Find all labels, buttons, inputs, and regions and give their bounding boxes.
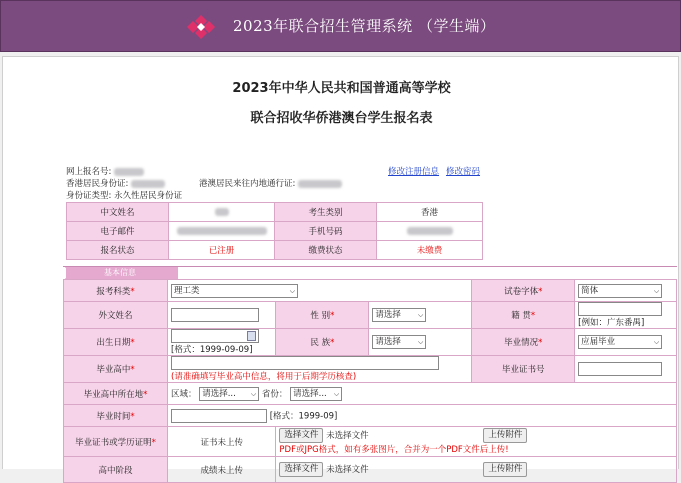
system-title: 2023年联合招生管理系统 （学生端） xyxy=(233,17,496,35)
exam-type-label: 考生类别 xyxy=(275,203,377,222)
calendar-icon[interactable] xyxy=(247,331,256,341)
chevron-down-icon: ⌵ xyxy=(418,338,424,346)
chevron-down-icon: ⌵ xyxy=(653,338,660,346)
origin-hint: [例如：广东番禺] xyxy=(578,318,645,328)
fee-label: 缴费状态 xyxy=(275,241,377,260)
no-file-text: 未选择文件 xyxy=(326,465,369,475)
province-select[interactable]: 请选择... ⌵ xyxy=(290,387,342,401)
name-value xyxy=(169,203,275,222)
ethnicity-select[interactable]: 请选择 ⌵ xyxy=(372,335,426,349)
subject-label: 报考科类* xyxy=(64,280,168,302)
fee-value: 未缴费 xyxy=(377,241,483,260)
foreign-name-label: 外文姓名 xyxy=(64,302,168,329)
grad-time-label: 毕业时间* xyxy=(64,405,168,427)
no-file-text: 未选择文件 xyxy=(326,431,369,441)
cert-no-input[interactable] xyxy=(578,362,662,376)
ethnicity-label: 民 族* xyxy=(276,329,369,356)
subject-cell xyxy=(168,280,472,302)
exam-type-value: 香港 xyxy=(377,203,483,222)
ethnicity-cell xyxy=(369,329,472,356)
chevron-down-icon: ⌵ xyxy=(289,286,295,295)
email-value xyxy=(169,222,275,241)
dob-label: 出生日期* xyxy=(64,329,168,356)
upload-button[interactable]: 上传附件 xyxy=(483,428,527,443)
hs-hint: (请准确填写毕业高中信息，将用于后期学历核查) xyxy=(171,372,357,382)
dob-cell xyxy=(168,329,276,356)
grad-status-select[interactable]: 应届毕业 ⌵ xyxy=(578,335,662,349)
grad-status-label: 毕业情况* xyxy=(472,329,575,356)
section-tab-basic-info[interactable]: 基本信息 xyxy=(66,267,178,279)
summary-table xyxy=(66,202,483,260)
hk-id: 香港居民身份证: xyxy=(66,177,165,189)
phone-value xyxy=(377,222,483,241)
region-prefix: 区域： xyxy=(171,389,197,399)
permit-no: 港澳居民来往内地通行证: xyxy=(199,177,342,189)
hs-stage-label: 高中阶段 xyxy=(64,457,168,483)
font-label: 试卷字体* xyxy=(472,280,575,302)
online-no: 网上报名号: xyxy=(66,165,144,177)
font-select[interactable]: 简体 ⌵ xyxy=(578,284,662,298)
cert-upload-label: 毕业证书或学历证明* xyxy=(64,427,168,457)
chevron-down-icon: ⌵ xyxy=(653,286,660,295)
origin-label: 籍 贯* xyxy=(472,302,575,329)
dob-input[interactable] xyxy=(171,329,259,343)
status-label: 报名状态 xyxy=(67,241,169,260)
foreign-name-input[interactable] xyxy=(171,308,259,322)
chevron-down-icon: ⌵ xyxy=(250,389,257,398)
subject-select[interactable]: 理工类 ⌵ xyxy=(171,284,298,298)
app-header xyxy=(0,0,681,52)
cert-no-label: 毕业证书号 xyxy=(472,356,575,383)
edit-registration-link[interactable]: 修改注册信息 xyxy=(388,167,440,177)
cert-upload-status: 证书未上传 xyxy=(168,427,276,457)
grad-time-cell xyxy=(168,405,677,427)
gender-label: 性 别* xyxy=(276,302,369,329)
logo-icon xyxy=(183,13,219,41)
form-title: 2023年中华人民共和国普通高等学校 xyxy=(232,81,451,96)
hs-stage-status: 成绩未上传 xyxy=(168,457,276,483)
id-type: 身份证类型: 永久性居民身份证 xyxy=(66,191,183,201)
region-select[interactable]: 请选择... ⌵ xyxy=(199,387,259,401)
basic-info-form xyxy=(63,279,677,483)
origin-cell xyxy=(575,302,677,329)
name-label: 中文姓名 xyxy=(67,203,169,222)
font-cell xyxy=(575,280,677,302)
choose-file-button[interactable]: 选择文件 xyxy=(279,428,323,443)
province-prefix: 省份： xyxy=(261,389,288,399)
chevron-down-icon: ⌵ xyxy=(418,311,424,319)
hs-stage-upload-cell xyxy=(276,457,677,483)
email-label: 电子邮件 xyxy=(67,222,169,241)
status-value: 已注册 xyxy=(169,241,275,260)
choose-file-button[interactable]: 选择文件 xyxy=(279,462,323,477)
edit-password-link[interactable]: 修改密码 xyxy=(446,167,481,177)
chevron-down-icon: ⌵ xyxy=(333,389,340,398)
grad-status-cell xyxy=(575,329,677,356)
upload-button[interactable]: 上传附件 xyxy=(483,462,527,477)
cert-no-cell xyxy=(575,356,677,383)
hs-input[interactable] xyxy=(171,356,439,370)
foreign-name-cell xyxy=(168,302,276,329)
upload-hint: PDF或JPG格式，如有多张图片，合并为一个PDF文件后上传! xyxy=(279,445,509,455)
grad-time-input[interactable] xyxy=(171,409,267,423)
hs-region-label: 毕业高中所在地* xyxy=(64,383,168,405)
dob-hint: [格式：1999-09-09] xyxy=(171,345,253,355)
gender-cell xyxy=(369,302,472,329)
gender-select[interactable]: 请选择 ⌵ xyxy=(372,308,426,322)
cert-upload-cell xyxy=(276,427,677,457)
origin-input[interactable] xyxy=(578,302,662,316)
hs-cell xyxy=(168,356,472,383)
grad-time-hint: [格式：1999-09] xyxy=(269,411,338,421)
phone-label: 手机号码 xyxy=(275,222,377,241)
hs-label: 毕业高中* xyxy=(64,356,168,383)
form-subtitle: 联合招收华侨港澳台学生报名表 xyxy=(250,111,433,126)
hs-region-cell xyxy=(168,383,677,405)
form-panel xyxy=(2,56,679,476)
